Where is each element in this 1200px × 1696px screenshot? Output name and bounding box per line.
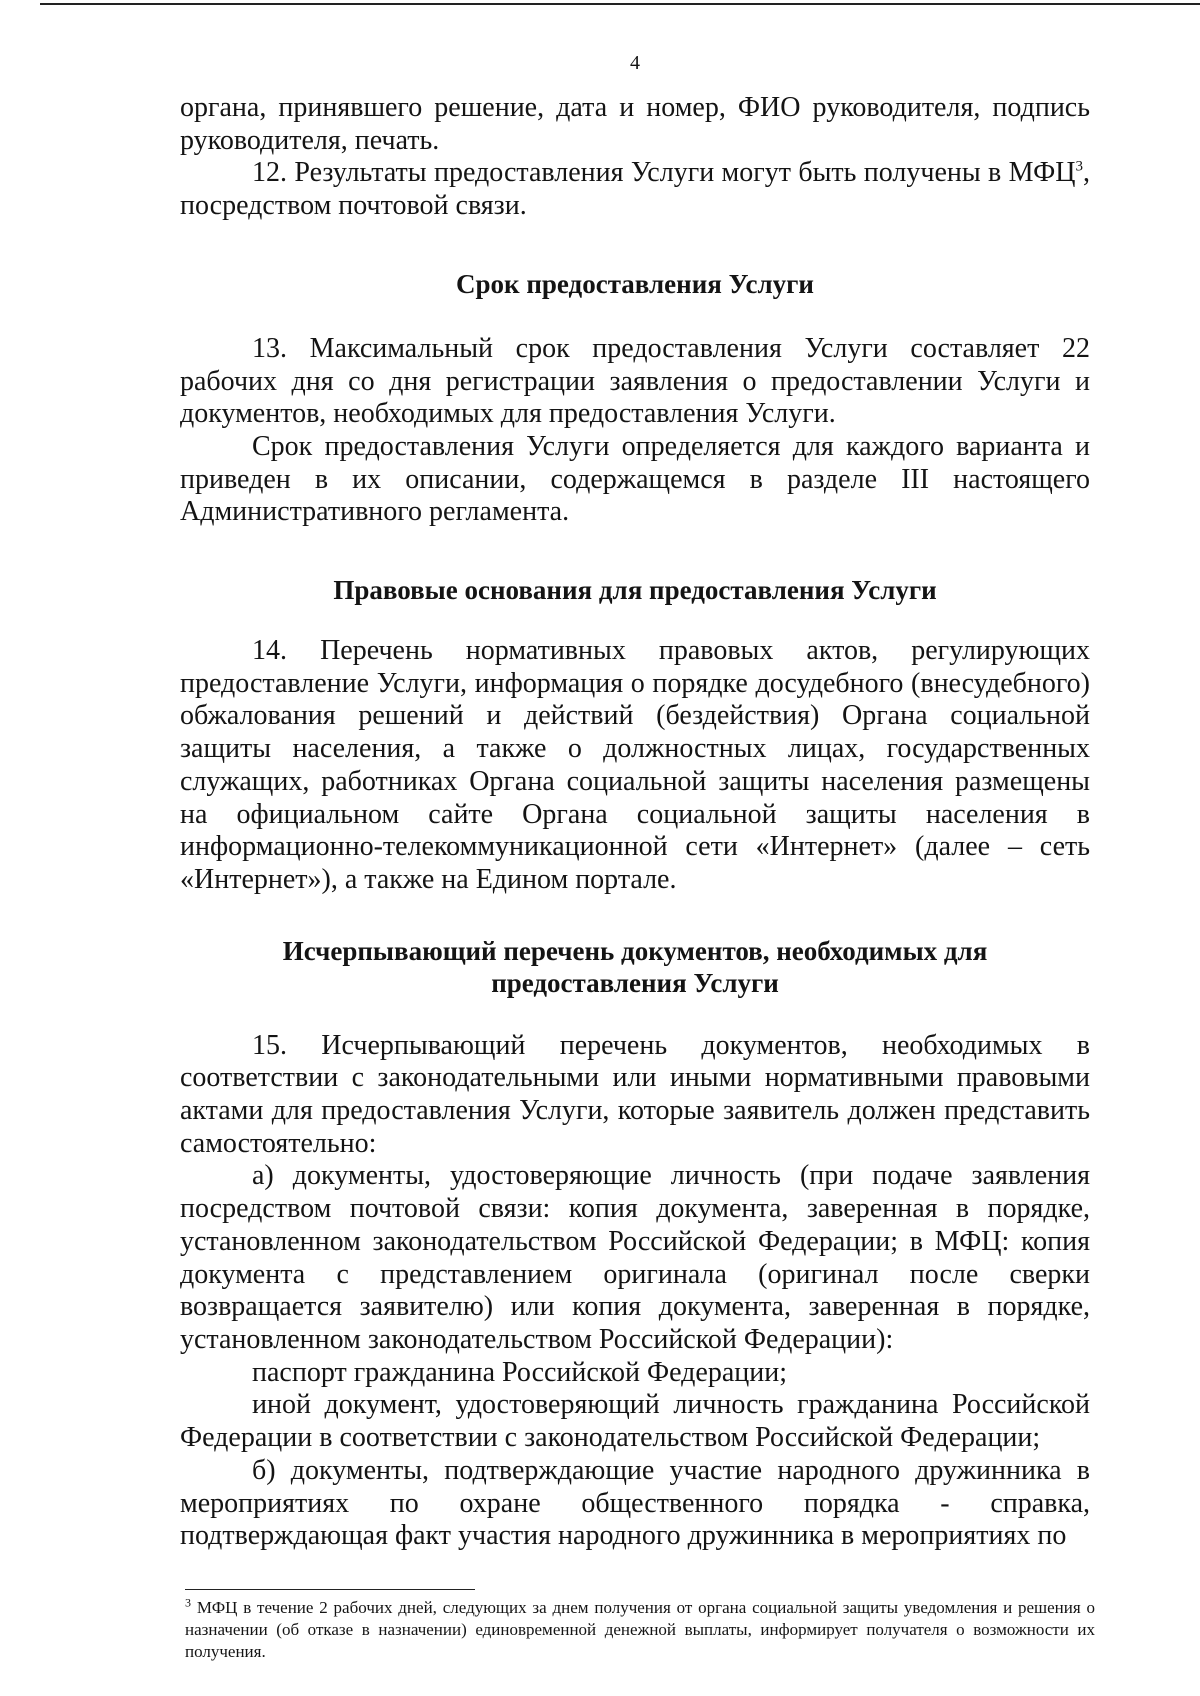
top-border-line <box>40 3 1200 5</box>
paragraph-12-text-end: , посредством почтовой связи. <box>180 157 1090 222</box>
paragraph-15: 15. Исчерпывающий перечень документов, необходимых в соответствии с законодательными или иными нормативными правовыми актами для предоставления Услуги, которые заявитель должен представить самостоятельно: <box>180 1029 1090 1159</box>
document-body <box>180 92 1090 1553</box>
footnote-text: МФЦ в течение 2 рабочих дней, следующих за днем получения от органа социальной защиты уведомления и решения о назначении (об отказе в назначении) единовременной денежной выплаты, информирует получателя о возможности их получения. <box>185 1598 1095 1661</box>
heading-legal-grounds: Правовые основания для предоставления Услуги <box>333 575 937 606</box>
paragraph-15-a-passport: паспорт гражданина Российской Федерации; <box>252 1356 788 1388</box>
heading-documents-list-line1: Исчерпывающий перечень документов, необходимых для <box>282 935 988 966</box>
footnote-mark: 3 <box>185 1595 191 1610</box>
paragraph-15-a-other-id: иной документ, удостоверяющий личность гражданина Российской Федерации в соответствии с законодательством Российской Федерации; <box>180 1389 1090 1454</box>
paragraph-continuation: органа, принявшего решение, дата и номер, ФИО руководителя, подпись руководителя, печать. <box>180 92 1090 156</box>
paragraph-12-text: 12. Результаты предоставления Услуги могут быть получены в МФЦ <box>252 157 1076 189</box>
page-number: 4 <box>630 52 640 74</box>
paragraph-14: 14. Перечень нормативных правовых актов, регулирующих предоставление Услуги, информация о порядке досудебного (внесудебного) обжалования решений и действий (бездействия) Органа социальной защиты населения, а также о должностных лицах, государственных служащих, работниках Органа социальной защиты населения размещены на официальном сайте Органа социальной защиты населения в информационно-телекоммуникационной сети «Интернет» (далее – сеть «Интернет»), а также на Едином портале. <box>180 635 1090 895</box>
footnote-separator <box>185 1589 475 1590</box>
paragraph-12 <box>180 157 1090 222</box>
paragraph-13: 13. Максимальный срок предоставления Услуги составляет 22 рабочих дня со дня регистрации заявления о предоставлении Услуги и документов, необходимых для предоставления Услуги. <box>180 332 1090 430</box>
footnote-reference: 3 <box>1075 159 1083 176</box>
footnote <box>185 1597 1095 1663</box>
heading-service-term: Срок предоставления Услуги <box>456 268 814 299</box>
heading-documents-list-line2: предоставления Услуги <box>491 967 779 998</box>
paragraph-13-term: Срок предоставления Услуги определяется для каждого варианта и приведен в их описании, содержащемся в разделе III настоящего Административного регламента. <box>180 430 1090 528</box>
paragraph-15-b: б) документы, подтверждающие участие народного дружинника в мероприятиях по охране общественного порядка - справка, подтверждающая факт участия народного дружинника в мероприятиях по <box>180 1454 1090 1552</box>
heading-documents-list <box>180 935 1090 999</box>
paragraph-15-a: а) документы, удостоверяющие личность (при подаче заявления посредством почтовой связи: копия документа, заверенная в порядке, установленном законодательством Российской Федерации; в МФЦ: копия документа с представлением оригинала (оригинал после сверки возвращается заявителю) или копия документа, заверенная в порядке, установленном законодательством Российской Федерации): <box>180 1160 1090 1355</box>
